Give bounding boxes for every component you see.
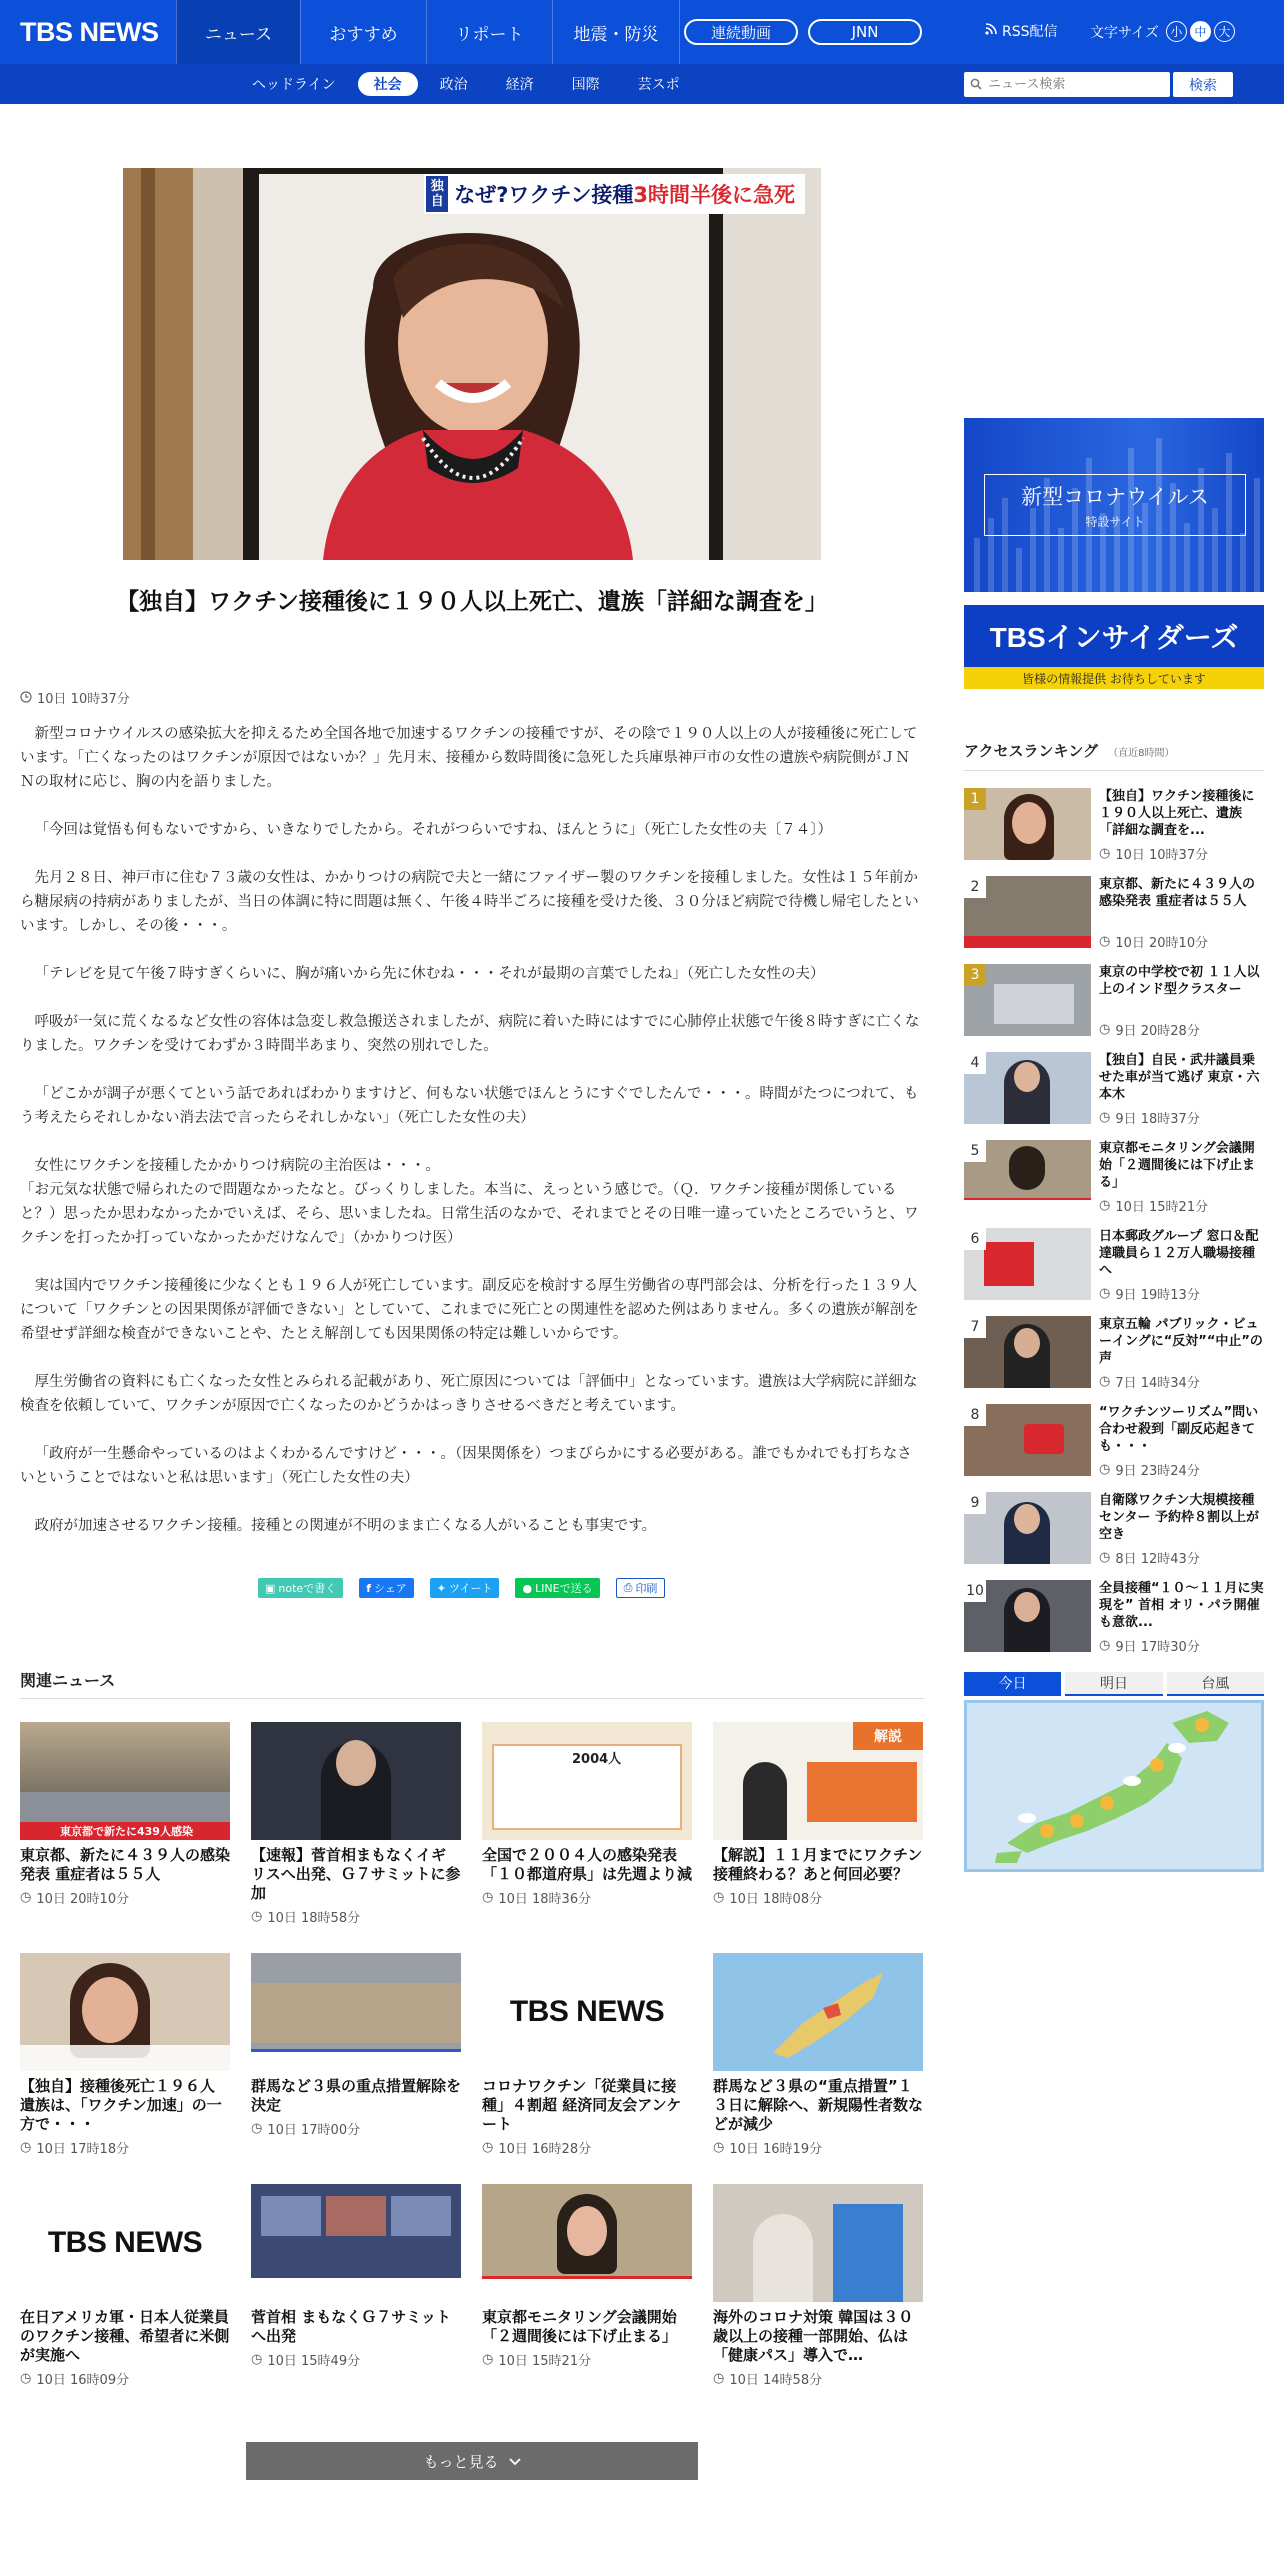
related-title: 東京都モニタリング会議開始「２週間後には下げ止まる」: [482, 2308, 678, 2345]
related-thumbnail: [251, 1722, 461, 1840]
ranking-thumbnail: [964, 1052, 1091, 1124]
clock-icon: ◷: [251, 1909, 263, 1924]
related-card[interactable]: [20, 2184, 230, 2388]
related-date-text: 10日 18時36分: [498, 1892, 592, 1907]
ranking-item[interactable]: [964, 1228, 1264, 1308]
related-date-text: 10日 16時28分: [498, 2142, 592, 2157]
ranking-item[interactable]: [964, 964, 1264, 1044]
article-title: 【独自】ワクチン接種後に１９０人以上死亡、遺族「詳細な調査を」: [116, 589, 828, 615]
article-paragraph: 呼吸が一気に荒くなるなど女性の容体は急変し救急搬送されましたが、病院に着いた時にはすでに心肺停止状態で午後８時すぎに亡くなりました。ワクチンを受けてわずか３時間半あまり、突然の別れでした。: [20, 1014, 920, 1054]
related-date-text: 10日 20時10分: [36, 1892, 130, 1907]
note-share-label: noteで書く: [278, 1582, 337, 1595]
clock-icon: ◷: [1099, 1462, 1111, 1477]
weather-tab-tomorrow[interactable]: 明日: [1065, 1672, 1162, 1696]
article-paragraph: 「今回は覚悟も何もないですから、いきなりでしたから。それがつらいですね、ほんとうに」（死亡した女性の夫〔７４〕）: [34, 822, 832, 838]
ranking-subtitle: （直近8時間）: [1108, 748, 1175, 759]
caption-main: なぜ?ワクチン接種: [454, 183, 634, 207]
nav-disaster[interactable]: 地震・防災: [552, 0, 680, 64]
related-thumbnail: [482, 1722, 692, 1840]
hero-photo: [123, 168, 821, 560]
ranking-thumbnail: [964, 876, 1091, 948]
ranking-title-text: 【独自】自民・武井議員乗せた車が当て逃げ 東京・六本木: [1099, 1053, 1260, 1102]
font-size-label: 文字サイズ: [1090, 24, 1159, 41]
tbs-news-logo[interactable]: TBS NEWS: [20, 17, 159, 47]
ranking-thumbnail: [964, 1492, 1091, 1564]
font-size-control: [1090, 21, 1235, 42]
ranking-date-text: 10日 15時21分: [1115, 1200, 1209, 1215]
ranking-date: [1099, 1548, 1200, 1567]
related-date: [251, 2350, 461, 2369]
related-date: [20, 2369, 230, 2388]
ranking-title-text: 全員接種“１０～１１月に実現を” 首相 オリ・パラ開催も意欲...: [1099, 1581, 1264, 1630]
ranking-heading: [964, 740, 1174, 761]
ranking-date: [1099, 932, 1208, 951]
search-input[interactable]: [988, 77, 1158, 92]
continuous-video-button[interactable]: 連続動画: [684, 19, 798, 45]
related-thumbnail: [713, 2184, 923, 2302]
clock-icon: ◷: [482, 2352, 494, 2367]
rank-number: 6: [964, 1228, 986, 1250]
related-date-text: 10日 18時58分: [267, 1911, 361, 1926]
share-buttons: [258, 1578, 665, 1598]
related-title: 東京都、新たに４３９人の感染発表 重症者は５５人: [20, 1846, 231, 1883]
ranking-date-text: 8日 12時43分: [1115, 1552, 1200, 1567]
rank-number: 4: [964, 1052, 986, 1074]
related-card[interactable]: [251, 1722, 461, 1926]
related-title: 菅首相 まもなくＧ７サミットへ出発: [251, 2308, 451, 2345]
clock-icon: ◷: [1099, 1286, 1111, 1301]
article-paragraph: 「どこかが調子が悪くてという話であればわかりますけど、何もない状態でほんとうにすぐでしたんで・・・。時間がたつにつれて、もう考えたらそれしかない消去法で言ったらそれしかない」（死亡した女性の夫）: [20, 1086, 919, 1126]
related-date: [251, 2119, 461, 2138]
ranking-item[interactable]: [964, 1316, 1264, 1396]
exclusive-tag: 独自: [426, 176, 448, 212]
rss-label: RSS配信: [1002, 24, 1058, 40]
article-body: [20, 688, 924, 1562]
ranking-date-text: 9日 19時13分: [1115, 1288, 1200, 1303]
clock-icon: ◷: [1099, 846, 1111, 861]
related-date: [713, 1888, 923, 1907]
related-date-text: 10日 15時21分: [498, 2354, 592, 2369]
clock-icon: ◷: [713, 1890, 725, 1905]
thumb-logo: TBS NEWS: [47, 2226, 203, 2259]
thumb-caption: 解説: [853, 1722, 923, 1750]
ranking-item[interactable]: [964, 1580, 1264, 1660]
related-card[interactable]: [482, 1722, 692, 1907]
hero-caption: [426, 176, 803, 212]
ranking-date-text: 10日 20時10分: [1115, 936, 1209, 951]
category-entertainment-sports[interactable]: 芸スポ: [637, 77, 680, 93]
sub-bar: [0, 64, 1284, 104]
ranking-title-text: 日本郵政グループ 窓口＆配達職員ら１２万人職場接種へ: [1099, 1229, 1259, 1278]
clock-icon: ◷: [482, 2140, 494, 2155]
ranking-title-text: 東京都モニタリング会議開始「２週間後には下げ止まる」: [1099, 1141, 1256, 1190]
font-size-small-button[interactable]: 小: [1166, 21, 1187, 42]
related-card[interactable]: [713, 1953, 923, 2157]
clock-icon: ◷: [1099, 934, 1111, 949]
related-title: コロナワクチン「従業員に接種」４割超 経済同友会アンケート: [482, 2077, 682, 2133]
clock-icon: [20, 688, 32, 712]
rank-number: 5: [964, 1140, 986, 1162]
ranking-title-text: 東京五輪 パブリック・ビューイングに“反対”“中止”の声: [1099, 1317, 1263, 1366]
ranking-item[interactable]: [964, 1140, 1264, 1220]
article-paragraph: 新型コロナウイルスの感染拡大を抑えるため全国各地で加速するワクチンの接種ですが、その陰で１９０人以上の人が接種後に死亡しています。「亡くなったのはワクチンが原因ではないか？」先月末、接種から数時間後に急死した兵庫県神戸市の女性の遺族や病院側がＪＮＮの取材に応じ、胸の内を語りました。: [20, 726, 918, 790]
twitter-share-button[interactable]: [430, 1578, 500, 1598]
clock-icon: ◷: [482, 1890, 494, 1905]
banner-subtitle: 特設サイト: [1085, 515, 1145, 529]
related-thumbnail: [251, 1953, 461, 2071]
related-title: 【速報】菅首相まもなくイギリスへ出発、Ｇ７サミットに参加: [251, 1846, 461, 1902]
related-title: 群馬など３県の重点措置解除を決定: [251, 2077, 462, 2114]
related-thumbnail: [20, 1722, 230, 1840]
ranking-title: アクセスランキング: [964, 742, 1099, 760]
rss-icon: [985, 23, 997, 39]
banner-title: 新型コロナウイルス: [1021, 485, 1209, 509]
insiders-title: TBSインサイダーズ: [989, 622, 1239, 653]
related-card[interactable]: [251, 2184, 461, 2369]
clock-icon: ◷: [1099, 1550, 1111, 1565]
ranking-item[interactable]: [964, 1052, 1264, 1132]
related-date-text: 10日 17時18分: [36, 2142, 130, 2157]
ranking-title-text: 【独自】ワクチン接種後に１９０人以上死亡、遺族「詳細な調査を...: [1099, 789, 1255, 838]
ranking-date-text: 9日 20時28分: [1115, 1024, 1200, 1039]
related-thumbnail: [713, 1953, 923, 2071]
related-card[interactable]: [251, 1953, 461, 2138]
ranking-title-text: “ワクチンツーリズム”問い合わせ殺到「副反応起きても・・・: [1099, 1405, 1259, 1454]
jnn-button[interactable]: JNN: [808, 19, 922, 45]
nav-news[interactable]: ニュース: [176, 0, 300, 64]
related-title: 群馬など３県の“重点措置”１３日に解除へ、新規陽性者数などが減少: [713, 2077, 924, 2133]
ranking-date: [1099, 1108, 1200, 1127]
search-button[interactable]: 検索: [1173, 72, 1233, 97]
related-date: [713, 2138, 923, 2157]
ranking-date: [1099, 1372, 1200, 1391]
related-date-text: 10日 17時00分: [267, 2123, 361, 2138]
ranking-thumbnail: [964, 1316, 1091, 1388]
category-nav: [236, 64, 702, 104]
clock-icon: ◷: [20, 2371, 32, 2386]
ranking-date: [1099, 1460, 1200, 1479]
related-date: [482, 2138, 692, 2157]
ranking-date-text: 10日 10時37分: [1115, 848, 1209, 863]
article-paragraph: 先月２８日、神戸市に住む７３歳の女性は、かかりつけの病院で夫と一緒にファイザー製のワクチンを接種しました。女性は１５年前から糖尿病の持病がありましたが、当日の体調に特に問題は無く、午後４時半ごろに接種を受けた後、３０分ほど病院で待機し帰宅したといいます。しかし、その後・・・。: [20, 870, 919, 934]
related-date-text: 10日 14時58分: [729, 2373, 823, 2388]
main-nav: [176, 0, 680, 64]
ranking-item[interactable]: [964, 788, 1264, 868]
ranking-date: [1099, 1196, 1208, 1215]
thumb-caption: 2004人: [572, 1752, 622, 1767]
ranking-title-text: 東京都、新たに４３９人の感染発表 重症者は５５人: [1099, 877, 1256, 909]
related-card[interactable]: [713, 2184, 923, 2388]
line-share-label: LINEで送る: [535, 1582, 593, 1595]
related-card[interactable]: [482, 2184, 692, 2369]
print-label: 印刷: [635, 1582, 658, 1595]
ranking-date: [1099, 1284, 1200, 1303]
ranking-date-text: 9日 17時30分: [1115, 1640, 1200, 1655]
line-icon: ●: [522, 1581, 533, 1595]
weather-tab-typhoon[interactable]: 台風: [1167, 1672, 1264, 1696]
facebook-share-button[interactable]: [359, 1578, 414, 1598]
rank-number: 9: [964, 1492, 986, 1514]
article-date-text: 10日 10時37分: [37, 692, 130, 707]
related-date-text: 10日 16時09分: [36, 2373, 130, 2388]
related-title: 【独自】接種後死亡１９６人 遺族は、「ワクチン加速」の一方で・・・: [20, 2077, 222, 2133]
weather-tabs: [964, 1672, 1264, 1696]
rank-number: 10: [964, 1580, 986, 1602]
related-card[interactable]: [713, 1722, 923, 1907]
search-icon: [970, 75, 982, 94]
rank-number: 3: [964, 964, 986, 986]
ranking-date-text: 7日 14時34分: [1115, 1376, 1200, 1391]
related-card[interactable]: [20, 1722, 230, 1907]
rss-link[interactable]: [985, 21, 1058, 41]
article-hero-image: [123, 168, 821, 560]
twitter-icon: ✦: [436, 1581, 446, 1595]
load-more-button[interactable]: [246, 2442, 698, 2480]
thumb-caption: 東京都で新たに439人感染: [20, 1822, 230, 1840]
caption-red: 3時間半後に急死: [633, 183, 795, 207]
related-thumbnail: [20, 2184, 230, 2302]
top-bar: [0, 0, 1284, 64]
related-thumbnail: [20, 1953, 230, 2071]
article-paragraph: 厚生労働省の資料にも亡くなった女性とみられる記載があり、死亡原因については「評価中」となっています。遺族は大学病院に詳細な検査を依頼していて、ワクチンが原因で亡くなったのかどうかはっきりさせるべきだと考えています。: [20, 1374, 918, 1414]
load-more-label: もっと見る: [423, 2452, 499, 2471]
ranking-title-text: 東京の中学校で初 １１人以上のインド型クラスター: [1099, 965, 1260, 997]
clock-icon: ◷: [20, 1890, 32, 1905]
rank-number: 8: [964, 1404, 986, 1426]
ranking-date-text: 9日 18時37分: [1115, 1112, 1200, 1127]
related-title: 【解説】１１月までにワクチン接種終わる？あと何回必要？: [713, 1846, 923, 1883]
related-card[interactable]: [482, 1953, 692, 2157]
clock-icon: ◷: [251, 2121, 263, 2136]
article-date: [20, 688, 924, 712]
ranking-title-text: 自衛隊ワクチン大規模接種センター 予約枠８割以上が空き: [1099, 1493, 1260, 1542]
ranking-thumbnail: [964, 1580, 1091, 1652]
article-paragraph: 女性にワクチンを接種したかかりつけ病院の主治医は・・・。 「お元気な状態で帰られたので問題なかったなと。びっくりしました。本当に、えっという感じで。（Ｑ．ワクチン接種が関係していると？）思ったか思わなかったかでいえば、そら、思いましたね。日常生活のなかで、それまでとその日唯一違っていたところでいうと、ワクチンを打ったか打っていなかったかだけなんで」（かかりつけ医）: [20, 1158, 919, 1246]
clock-icon: ◷: [713, 2140, 725, 2155]
coronavirus-special-banner[interactable]: [964, 418, 1264, 592]
clock-icon: ◷: [1099, 1022, 1111, 1037]
clock-icon: ◷: [1099, 1374, 1111, 1389]
ranking-date: [1099, 1020, 1200, 1039]
related-date: [251, 1907, 461, 1926]
related-date: [482, 2350, 692, 2369]
related-date: [20, 2138, 230, 2157]
nav-report[interactable]: リポート: [426, 0, 552, 64]
clock-icon: ◷: [1099, 1638, 1111, 1653]
rank-number: 1: [964, 788, 986, 810]
chevron-down-icon: [509, 2452, 521, 2470]
ranking-thumbnail: [964, 1404, 1091, 1476]
related-thumbnail: [713, 1722, 923, 1840]
note-icon: ▣: [265, 1581, 276, 1595]
clock-icon: ◷: [1099, 1110, 1111, 1125]
ranking-divider: [964, 770, 1264, 771]
clock-icon: ◷: [1099, 1198, 1111, 1213]
rank-number: 7: [964, 1316, 986, 1338]
category-society[interactable]: 社会: [358, 72, 418, 96]
ranking-thumbnail: [964, 964, 1091, 1036]
related-title: 海外のコロナ対策 韓国は３０歳以上の接種一部開始、仏は「健康パス」導入で…: [713, 2308, 914, 2364]
nav-recommended[interactable]: おすすめ: [300, 0, 426, 64]
related-thumbnail: [482, 1953, 692, 2071]
thumb-logo: TBS NEWS: [509, 1995, 665, 2028]
ranking-date: [1099, 844, 1208, 863]
article-paragraph: 政府が加速させるワクチン接種。接種との関連が不明のまま亡くなる人がいることも事実です。: [34, 1518, 657, 1534]
related-thumbnail: [482, 2184, 692, 2302]
line-share-button[interactable]: [515, 1578, 599, 1598]
category-international[interactable]: 国際: [571, 77, 600, 93]
related-divider: [20, 1698, 924, 1699]
related-date-text: 10日 16時19分: [729, 2142, 823, 2157]
related-news-heading: 関連ニュース: [20, 1671, 116, 1690]
insiders-subtitle: 皆様の情報提供 お待ちしています: [964, 667, 1264, 689]
search-box: [964, 72, 1170, 97]
related-card[interactable]: [20, 1953, 230, 2157]
banner-text-box: [984, 474, 1246, 536]
related-thumbnail: [251, 2184, 461, 2302]
article-paragraph: 「政府が一生懸命やっているのはよくわかるんですけど・・・。（因果関係を）つまびらかにする必要がある。誰でもかれでも打ちなさいということではないと私は思います」（死亡した女性の夫）: [20, 1446, 912, 1486]
clock-icon: ◷: [20, 2140, 32, 2155]
ranking-date-text: 9日 23時24分: [1115, 1464, 1200, 1479]
clock-icon: ◷: [713, 2371, 725, 2386]
related-date-text: 10日 15時49分: [267, 2354, 361, 2369]
related-date: [482, 1888, 692, 1907]
ranking-item[interactable]: [964, 876, 1264, 956]
facebook-share-label: シェア: [374, 1582, 407, 1595]
related-date: [713, 2369, 923, 2388]
related-date: [20, 1888, 230, 1907]
weather-tab-today[interactable]: 今日: [964, 1672, 1061, 1696]
rank-number: 2: [964, 876, 986, 898]
facebook-icon: f: [366, 1581, 371, 1595]
ranking-date: [1099, 1636, 1200, 1655]
article-paragraph: 実は国内でワクチン接種後に少なくとも１９６人が死亡しています。副反応を検討する厚生労働省の専門部会は、分析を行った１３９人について「ワクチンとの因果関係が評価できない」としていて、これまでに死亡との関連性を認めた例はありません。多くの遺族が解剖を希望せず詳細な検査ができないことや、たとえ解剖しても因果関係の特定は難しいからです。: [20, 1278, 919, 1342]
note-share-button[interactable]: [258, 1578, 343, 1598]
ranking-item[interactable]: [964, 1404, 1264, 1484]
twitter-share-label: ツイート: [449, 1582, 493, 1595]
font-size-large-button[interactable]: 大: [1214, 21, 1235, 42]
category-politics[interactable]: 政治: [439, 77, 468, 93]
related-date-text: 10日 18時08分: [729, 1892, 823, 1907]
related-title: 全国で２００４人の感染発表 「１０都道府県」は先週より減: [482, 1846, 693, 1883]
weather-map[interactable]: [964, 1700, 1264, 1872]
ranking-thumbnail: [964, 1228, 1091, 1300]
ranking-item[interactable]: [964, 1492, 1264, 1572]
clock-icon: ◷: [251, 2352, 263, 2367]
related-title: 在日アメリカ軍・日本人従業員のワクチン接種、希望者に米側が実施へ: [20, 2308, 230, 2364]
ranking-thumbnail: [964, 788, 1091, 860]
article-paragraph: 「テレビを見て午後７時すぎくらいに、胸が痛いから先に休むね・・・それが最期の言葉でしたね」（死亡した女性の夫）: [34, 966, 825, 982]
print-button[interactable]: [616, 1578, 666, 1598]
category-headline[interactable]: ヘッドライン: [252, 77, 336, 93]
japan-map-graphic: [967, 1703, 1261, 1869]
printer-icon: ⎙: [623, 1581, 633, 1594]
ranking-thumbnail: [964, 1140, 1091, 1212]
tbs-insiders-banner[interactable]: [964, 605, 1264, 689]
font-size-medium-button[interactable]: 中: [1190, 21, 1211, 42]
category-economy[interactable]: 経済: [505, 77, 534, 93]
